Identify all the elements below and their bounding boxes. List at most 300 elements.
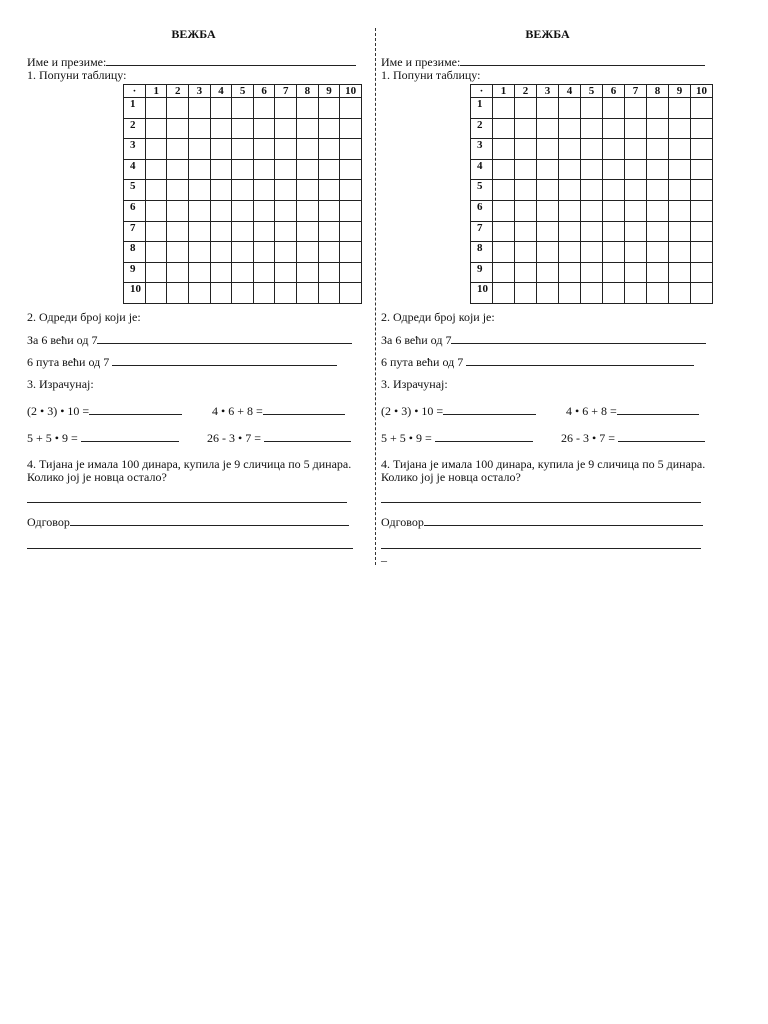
table-cell[interactable] [340,242,362,263]
table-row-header: 4 [124,159,146,180]
table-cell[interactable] [537,200,559,221]
table-cell[interactable] [297,242,319,263]
table-cell[interactable] [318,98,340,119]
expr2-blank[interactable] [617,403,699,415]
answer-work-line[interactable] [27,502,347,503]
expr1-blank[interactable] [89,403,182,415]
table-cell[interactable] [318,221,340,242]
table-cell[interactable] [275,159,297,180]
table-col-header: 9 [669,85,691,98]
table-col-header: 2 [167,85,189,98]
table-cell[interactable] [603,98,625,119]
table-cell[interactable] [340,118,362,139]
table-cell[interactable] [515,159,537,180]
table-cell[interactable] [145,221,167,242]
table-cell[interactable] [145,180,167,201]
table-cell[interactable] [691,262,713,283]
table-cell[interactable] [232,118,254,139]
answer-blank[interactable] [70,514,349,526]
table-cell[interactable] [581,139,603,160]
table-row [471,221,713,242]
table-row-header: 5 [471,180,493,201]
expr3: 5 + 5 • 9 = [381,431,432,445]
table-cell[interactable] [669,242,691,263]
table-cell[interactable] [167,200,189,221]
table-cell[interactable] [297,180,319,201]
table-cell[interactable] [275,242,297,263]
table-cell[interactable] [145,139,167,160]
table-cell[interactable] [253,221,275,242]
table-cell[interactable] [581,221,603,242]
table-cell[interactable] [515,98,537,119]
table-cell[interactable] [189,200,211,221]
table-cell[interactable] [647,139,669,160]
table-cell[interactable] [189,262,211,283]
table-cell[interactable] [493,118,515,139]
table-cell[interactable] [232,242,254,263]
table-cell[interactable] [340,180,362,201]
table-cell[interactable] [189,118,211,139]
table-cell[interactable] [559,139,581,160]
table-cell[interactable] [145,242,167,263]
task3-heading: 3. Израчунај: [27,377,94,391]
table-cell[interactable] [515,118,537,139]
table-cell[interactable] [537,242,559,263]
worksheet-title: ВЕЖБА [525,27,570,41]
table-cell[interactable] [559,118,581,139]
answer-extra-line[interactable] [381,548,701,549]
table-row-header: 1 [124,98,146,119]
table-cell[interactable] [603,221,625,242]
table-cell[interactable] [210,159,232,180]
table-cell[interactable] [318,242,340,263]
table-col-header: 6 [603,85,625,98]
answer-row [381,514,703,529]
table-cell[interactable] [559,98,581,119]
table-header-row [124,85,362,98]
table-cell[interactable] [232,98,254,119]
table-cell[interactable] [210,180,232,201]
table-row-header: 10 [471,283,493,304]
table-cell[interactable] [275,118,297,139]
table-cell[interactable] [167,242,189,263]
table-cell[interactable] [232,180,254,201]
name-line [381,54,705,69]
table-cell[interactable] [145,262,167,283]
table-cell[interactable] [145,283,167,304]
table-cell[interactable] [603,118,625,139]
table-cell[interactable] [297,118,319,139]
table-cell[interactable] [232,262,254,283]
expr3: 5 + 5 • 9 = [27,431,78,445]
expr1-row [27,403,182,418]
table-cell[interactable] [559,242,581,263]
table-cell[interactable] [340,139,362,160]
answer-row [27,514,349,529]
task2-a-label: За 6 већи од 7 [381,333,452,347]
table-cell[interactable] [537,118,559,139]
table-cell[interactable] [318,159,340,180]
table-row [124,262,362,283]
table-row-header: 2 [471,118,493,139]
table-cell[interactable] [232,221,254,242]
table-cell[interactable] [625,262,647,283]
table-cell[interactable] [275,200,297,221]
table-cell[interactable] [167,283,189,304]
table-col-header: 3 [189,85,211,98]
table-cell[interactable] [340,262,362,283]
table-row [124,242,362,263]
table-cell[interactable] [537,221,559,242]
table-row-header: 8 [471,242,493,263]
table-cell[interactable] [167,98,189,119]
expr1: (2 • 3) • 10 = [381,404,444,418]
task2-a-blank[interactable] [451,332,706,344]
table-cell[interactable] [537,180,559,201]
table-cell[interactable] [493,200,515,221]
table-col-header: 8 [297,85,319,98]
table-cell[interactable] [297,159,319,180]
table-cell[interactable] [625,98,647,119]
answer-work-line[interactable] [381,502,701,503]
table-cell[interactable] [669,262,691,283]
table-cell[interactable] [318,180,340,201]
table-cell[interactable] [603,283,625,304]
table-cell[interactable] [559,221,581,242]
table-cell[interactable] [297,200,319,221]
table-cell[interactable] [669,159,691,180]
table-cell[interactable] [603,139,625,160]
table-cell[interactable] [167,118,189,139]
table-row-header: 1 [471,98,493,119]
table-cell[interactable] [145,118,167,139]
name-blank[interactable] [460,54,705,66]
table-row-header: 7 [471,221,493,242]
table-cell[interactable] [167,180,189,201]
table-cell[interactable] [669,98,691,119]
task2-b-blank[interactable] [112,354,337,366]
table-cell[interactable] [340,200,362,221]
table-cell[interactable] [275,98,297,119]
name-label: Име и презиме: [27,55,107,69]
table-col-header: 1 [145,85,167,98]
table-row [124,283,362,304]
table-col-header: 5 [581,85,603,98]
table-cell[interactable] [581,262,603,283]
table-cell[interactable] [275,180,297,201]
table-cell[interactable] [691,283,713,304]
table-cell[interactable] [559,283,581,304]
table-cell[interactable] [232,159,254,180]
task2-heading: 2. Одреди број који је: [381,310,495,324]
table-row-header: 2 [124,118,146,139]
task2-a-label: За 6 већи од 7 [27,333,98,347]
table-cell[interactable] [189,98,211,119]
table-row [124,159,362,180]
table-cell[interactable] [647,262,669,283]
table-cell[interactable] [210,98,232,119]
table-cell[interactable] [232,139,254,160]
table-row [471,118,713,139]
table-col-header: 3 [537,85,559,98]
table-cell[interactable] [581,98,603,119]
table-cell[interactable] [537,283,559,304]
table-cell[interactable] [625,200,647,221]
table-cell[interactable] [515,200,537,221]
table-cell[interactable] [581,283,603,304]
expr1: (2 • 3) • 10 = [27,404,90,418]
name-label: Име и презиме: [381,55,461,69]
table-cell[interactable] [647,118,669,139]
table-cell[interactable] [515,283,537,304]
table-cell[interactable] [340,98,362,119]
answer-blank[interactable] [424,514,703,526]
table-cell[interactable] [691,200,713,221]
table-cell[interactable] [253,283,275,304]
name-line [27,54,356,69]
table-cell[interactable] [581,242,603,263]
table-cell[interactable] [493,139,515,160]
task4-line1: 4. Тијана је имала 100 динара, купила је 9 сличица по 5 динара. [27,457,352,471]
table-cell[interactable] [253,159,275,180]
table-header-row [471,85,713,98]
table-cell[interactable] [167,139,189,160]
table-col-header: 6 [253,85,275,98]
table-cell[interactable] [625,180,647,201]
table-row-header: 7 [124,221,146,242]
expr4: 26 - 3 • 7 = [561,431,615,445]
table-cell[interactable] [275,283,297,304]
table-cell[interactable] [647,180,669,201]
table-cell[interactable] [559,200,581,221]
table-col-header: 4 [210,85,232,98]
table-cell[interactable] [210,118,232,139]
expr4-blank[interactable] [264,430,351,442]
table-cell[interactable] [493,98,515,119]
table-cell[interactable] [515,180,537,201]
table-col-header: 2 [515,85,537,98]
table-cell[interactable] [581,118,603,139]
table-cell[interactable] [559,180,581,201]
table-cell[interactable] [189,242,211,263]
table-row-header: 8 [124,242,146,263]
table-cell[interactable] [167,262,189,283]
table-cell[interactable] [253,98,275,119]
table-cell[interactable] [253,242,275,263]
table-cell[interactable] [189,159,211,180]
task4-line2: Колико јој је новца остало? [27,470,167,484]
table-cell[interactable] [581,159,603,180]
table-cell[interactable] [669,221,691,242]
multiplication-table [470,84,713,304]
table-cell[interactable] [537,262,559,283]
table-cell[interactable] [145,200,167,221]
table-cell[interactable] [581,180,603,201]
table-cell[interactable] [297,262,319,283]
table-cell[interactable] [603,262,625,283]
task2-b-blank[interactable] [466,354,694,366]
table-cell[interactable] [232,283,254,304]
table-cell[interactable] [167,159,189,180]
table-cell[interactable] [647,200,669,221]
table-col-header: 9 [318,85,340,98]
table-cell[interactable] [318,200,340,221]
table-cell[interactable] [647,283,669,304]
table-cell[interactable] [275,262,297,283]
table-cell[interactable] [559,159,581,180]
table-cell[interactable] [189,180,211,201]
table-cell[interactable] [669,283,691,304]
answer-label: Одговор [381,515,424,529]
table-cell[interactable] [603,180,625,201]
expr2-blank[interactable] [263,403,345,415]
table-cell[interactable] [297,283,319,304]
expr4: 26 - 3 • 7 = [207,431,261,445]
table-cell[interactable] [625,159,647,180]
table-cell[interactable] [232,200,254,221]
table-cell[interactable] [253,118,275,139]
table-cell[interactable] [691,159,713,180]
table-cell[interactable] [537,139,559,160]
table-cell[interactable] [210,221,232,242]
table-row [471,98,713,119]
table-cell[interactable] [669,180,691,201]
table-col-header: 1 [493,85,515,98]
expr2-row [212,403,345,418]
table-cell[interactable] [297,139,319,160]
table-cell[interactable] [318,283,340,304]
table-cell[interactable] [493,262,515,283]
table-cell[interactable] [210,200,232,221]
table-cell[interactable] [515,262,537,283]
table-cell[interactable] [253,262,275,283]
table-cell[interactable] [603,159,625,180]
table-col-header: 10 [340,85,362,98]
table-cell[interactable] [581,200,603,221]
table-cell[interactable] [603,200,625,221]
table-cell[interactable] [493,283,515,304]
task2-item-b [381,354,694,369]
table-cell[interactable] [559,262,581,283]
table-col-header: 7 [625,85,647,98]
table-cell[interactable] [167,221,189,242]
table-cell[interactable] [340,159,362,180]
table-row-header: 3 [124,139,146,160]
table-cell[interactable] [515,139,537,160]
table-cell[interactable] [647,221,669,242]
table-cell[interactable] [493,242,515,263]
table-cell[interactable] [625,283,647,304]
table-cell[interactable] [647,242,669,263]
table-cell[interactable] [145,159,167,180]
table-cell[interactable] [537,98,559,119]
expr3-blank[interactable] [435,430,533,442]
table-cell[interactable] [210,283,232,304]
table-cell[interactable] [691,221,713,242]
table-cell[interactable] [210,242,232,263]
table-cell[interactable] [537,159,559,180]
table-row [124,139,362,160]
table-col-header: 10 [691,85,713,98]
table-cell[interactable] [515,221,537,242]
table-cell[interactable] [189,283,211,304]
table-cell[interactable] [210,262,232,283]
table-cell[interactable] [625,242,647,263]
table-cell[interactable] [669,139,691,160]
table-cell[interactable] [340,283,362,304]
task4-line2: Колико јој је новца остало? [381,470,521,484]
table-cell[interactable] [493,159,515,180]
table-row-header: 5 [124,180,146,201]
answer-extra-line[interactable] [27,548,353,549]
table-cell[interactable] [189,139,211,160]
table-row-header: 9 [471,262,493,283]
task2-b-label: 6 пута већи од 7 [381,355,464,369]
multiplication-table [123,84,362,304]
table-cell[interactable] [625,221,647,242]
table-cell[interactable] [297,221,319,242]
table-col-header: 4 [559,85,581,98]
expr2: 4 • 6 + 8 = [212,404,263,418]
name-blank[interactable] [106,54,356,66]
table-row [471,262,713,283]
cut-line-divider [375,28,376,565]
table-cell[interactable] [275,139,297,160]
table-row [471,200,713,221]
table-cell[interactable] [493,221,515,242]
expr3-blank[interactable] [81,430,179,442]
table-cell[interactable] [691,139,713,160]
table-cell[interactable] [318,262,340,283]
expr2: 4 • 6 + 8 = [566,404,617,418]
table-cell[interactable] [253,139,275,160]
table-cell[interactable] [669,118,691,139]
table-cell[interactable] [647,159,669,180]
table-cell[interactable] [318,118,340,139]
table-cell[interactable] [691,180,713,201]
table-cell[interactable] [145,98,167,119]
table-cell[interactable] [669,200,691,221]
table-cell[interactable] [253,180,275,201]
table-cell[interactable] [275,221,297,242]
table-cell[interactable] [603,242,625,263]
table-cell[interactable] [253,200,275,221]
expr1-row [381,403,536,418]
table-cell[interactable] [691,98,713,119]
table-cell[interactable] [691,242,713,263]
expr1-blank[interactable] [443,403,536,415]
task1-heading: 1. Попуни таблицу: [381,68,481,82]
stray-dash: – [381,553,387,567]
table-cell[interactable] [515,242,537,263]
table-cell[interactable] [493,180,515,201]
table-row [124,98,362,119]
table-cell[interactable] [189,221,211,242]
table-cell[interactable] [318,139,340,160]
table-cell[interactable] [647,98,669,119]
worksheet-title: ВЕЖБА [171,27,216,41]
table-cell[interactable] [297,98,319,119]
table-cell[interactable] [691,118,713,139]
task2-a-blank[interactable] [97,332,352,344]
table-cell[interactable] [625,139,647,160]
table-cell[interactable] [210,139,232,160]
expr3-row [27,430,179,445]
expr4-row [561,430,705,445]
expr4-blank[interactable] [618,430,705,442]
table-cell[interactable] [340,221,362,242]
table-cell[interactable] [625,118,647,139]
